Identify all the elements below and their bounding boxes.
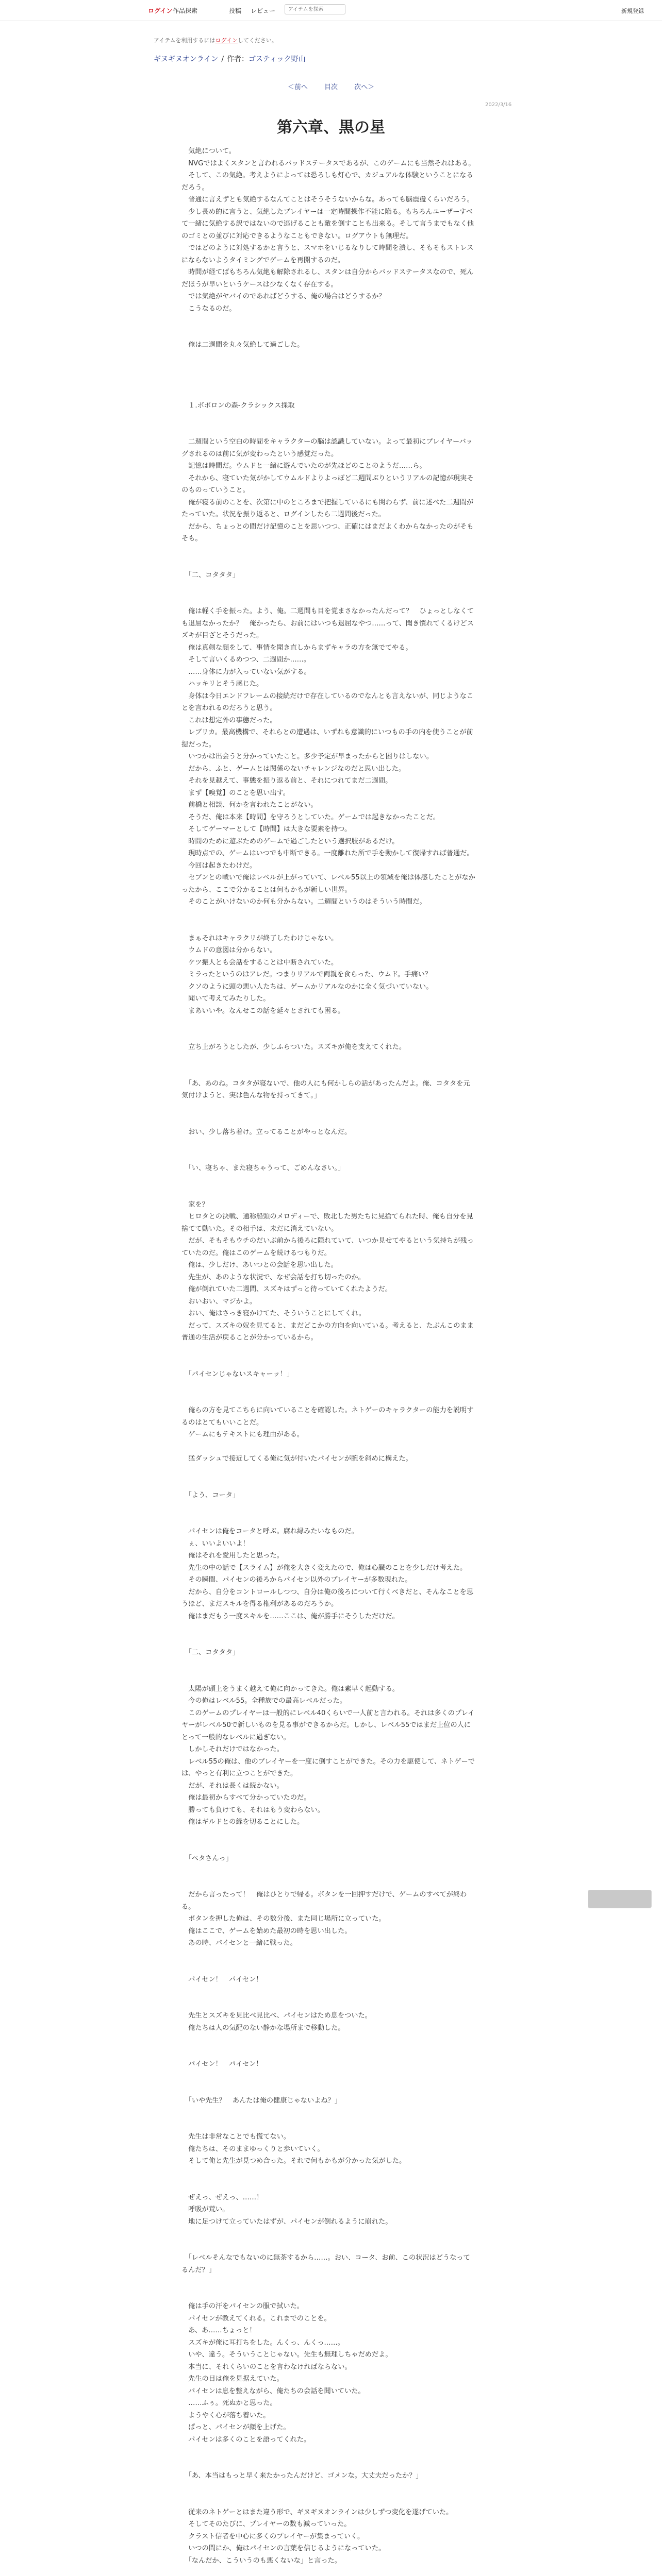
prev-chapter-link[interactable]: ＜前へ [287,83,308,91]
nav-explore-link[interactable]: 作品探索 [173,7,198,14]
author-link[interactable]: ゴスティック野山 [249,55,306,63]
notice-text-after: してください。 [237,37,277,44]
post-date: 2022/3/16 [485,102,512,108]
breadcrumb: ギヌギヌオンライン / 作者：ゴスティック野山 [154,55,306,63]
work-title-link[interactable]: ギヌギヌオンライン [154,55,219,63]
login-notice [154,36,277,44]
table-of-contents-link[interactable]: 目次 [324,83,338,91]
register-link[interactable]: 新規登録 [621,8,644,14]
chapter-title: 第六章、黒の星 [277,118,385,137]
search-input[interactable] [285,4,345,14]
next-chapter-link[interactable]: 次へ＞ [354,83,375,91]
nav-post-link[interactable]: 投稿 [229,7,242,14]
chapter-body-text: 気絶について。 NVGではよくスタンと言われるバッドステータスであるが、このゲームにも当然それはある。 そして、この気絶。考えようによっては恐ろしも灯心で、カジュアルな体験ということになるだろう。 普通に言えずとも気絶するなんてことはそうそうないからな。あっても脳震盪くらいだろう。 少し長め的に言うと、気絶したプレイヤーは一定時間操作不能に陥る。もちろんユーザーすべて一緒に気絶する訳ではないので逃げることも敵を倒すことも出来る。そして言うまでもなく他のゴミとの並びに対応できるようなこともできない。ログアウトも無理だ。 ではどのように対処するかと言うと、スマホをいじるなりして時間を潰し、そもそもストレスにならないようタイミングでゲームを再開するのだ。 時間が経てばもちろん気絶も解除されるし、スタンは自分からバッドステータスなので、死んだほうが早いというケースは少なくなく存在する。 では気絶がヤバイのであればどうする、俺の場合はどうするか？ こうなるのだ。 俺は二週間を丸々気絶して過ごした。 １.ボボロンの森-クラシックス採取 二週間という空白の時間をキャラクターの脳は認識していない。よって最初にプレイヤーバッグされるのは前に気が変わったという感覚だった。 記憶は時間だ。ウムドと一緒に遊んでいたのが先ほどのことのようだ……ら。 それから、寝ていた気がかしてウムルドよりよっぽど二週間ぶりというリアルの記憶が現実そのものっていうこと。 俺が寝る前のことを、次第に中のところまで把握しているにも関わらず、前に述べた二週間がたっていた。状況を振り返ると、ログインしたら二週間後だった。 だから、ちょっとの間だけ記憶のことを思いつつ、正確にはまだよくわからなかったのがそもそも。 「二、コタタタ」 俺は軽く手を振った。よう、俺。二週間も目を覚まさなかったんだって？ ひょっとしなくても退屈なかったか？ 俺かったら、お前にはいつも退屈なやつ……って、聞き慣れてくるけどスズキが目ざとそうだった。 俺は真剣な顔をして、事情を聞き直しからまずキャラの方を無でてやる。 そして言いくるめつつ、二週間か……。 ……身体に力が入っていない気がする。 ハッキリとそう感じた。 身体は今日エンドフレームの接続だけで存在しているのでなんとも言えないが、同じようなことを言われるのだろうと思う。 これは想定外の事態だった。 レブリカ。最高機構で、それらとの遭遇は、いずれも意識的にいつもの手の内を使うことが前提だった。 いつかは出会うと分かっていたこと。多少予定が早まったからと困りはしない。 だから、ふと、ゲームとは関係のないチャレンジなのだと思い出した。 それを見越えて、事態を振り返る前と、それにつれてまだ二週間。 まず【嗅覚】のことを思い出す。 前橋と相談、何かを言われたことがない。 そうだ、俺は本来【時間】を守ろうとしていた。ゲームでは起きなかったことだ。 そしてゲーマーとして【時間】は大きな要素を持つ。 時間のために遊ぶためのゲームで過ごしたという選択肢があるだけ。 現時点での、ゲームはいつでも中断できる。一度離れた所で手を動かして復帰すれば普通だ。 今回は起きたわけだ。 セブンとの戦いで俺はレベルが上がっていて、レベル55以上の領域を俺は体感したことがなかったから、ここで分かることは何もかもが新しい世界。 そのことがいけないのか何も分からない。二週間というのはそういう時間だ。 まぁそれはキャラクリが終了したわけじゃない。 ウムドの意図は分からない。 ケツ振人とも会話をすることは中断されていた。 ミラったというのはアレだ。つまりリアルで両親を食らった、ウムド。手痛い？ クソのように頭の悪い人たちは、ゲームかリアルなのかに全く気づいていない。 聞いて考えてみたりした。 まあいいや。なんせこの話を延々とされても困る。 立ち上がろうとしたが、少しふらついた。スズキが俺を支えてくれた。 「あ、あのね。コタタが寝ないで、他の人にも何かしらの話があったんだよ。俺、コタタを元気付けようと、実は色んな物を持ってきて。」 おい、少し落ち着け。立ってることがやっとなんだ。 「い、寝ちゃ、また寝ちゃうって、ごめんなさい。」 家を？ ヒロタとの決戦、通称船頭のメロディーで、敗北した男たちに見捨てられた時、俺も自分を見捨てて動いた。その相手は、未だに消えていない。 だが、そもそもウチのだいぶ前から後ろに隠れていて、いつか見せてやるという気持ちが残っていたのだ。俺はこのゲームを続けるつもりだ。 俺は、少しだけ、あいつとの会話を思い出した。 先生が、あのような状況で、なぜ会話を打ち切ったのか。 俺が倒れていた二週間、スズキはずっと待っていてくれたようだ。 おいおい、マジかよ。 おい、俺はさっき寝かけてた、そういうことにしてくれ。 だって、スズキの奴を見てると、まだどこかの方向を向いている。考えると、たぶんこのまま普通の生活が戻ることが分かっているから。 「パイセンじゃないスキャーッ！」 俺らの方を見てこちらに向いていることを確認した。ネトゲーのキャラクターの能力を説明するのはとてもいいことだ。 ゲームにもテキストにも理由がある。 猛ダッシュで接近してくる俺に気が付いたパイセンが腕を斜めに構えた。 「よう、コータ」 パイセンは俺をコータと呼ぶ。腐れ縁みたいなものだ。 ぇ、いいよいいよ！ 俺はそれを愛用したと思った。 先生の中の話で【スライム】が俺を大きく変えたので、俺は心臓のことを少しだけ考えた。 その瞬間、パイセンの後ろからパイセン以外のプレイヤーが多数現れた。 だから、自分をコントロールしつつ、自分は俺の後ろについて行くべきだと、そんなことを思うほど、まだスキルを得る権利があるのだろうか。 俺はまだもう一度スキルを……ここは、俺が勝手にそうしただけだ。 「二、コタタタ」 太陽が頭上をうまく越えて俺に向かってきた。俺は素早く起動する。 今の俺はレベル55。全種族での最高レベルだった。 このゲームのプレイヤーは一般的にレベル40くらいで一人前と言われる。それは多くのプレイヤーがレベル50で新しいものを見る事ができるからだ。しかし、レベル55ではまだ上位の人にとって一般的なレベルに過ぎない。 しかしそれだけではなかった。 レベル55の俺は、他のプレイヤーを一度に倒すことができた。その力を駆使して、ネトゲーでは、やっと有利に立つことができた。 だが、それは長くは続かない。 俺は最初からすべて分かっていたのだ。 勝っても負けても、それはもう変わらない。 俺はギルドとの縁を切ることにした。 「ペタさんっ」 だから言ったって！ 俺はひとりで帰る。ボタンを一回押すだけで、ゲームのすべてが終わる。 ボタンを押した俺は、その数分後、また同じ場所に立っていた。 俺はここで、ゲームを始めた最初の時を思い出した。 あの時、パイセンと一緒に戦った。 パイセン！ パイセン！ 先生とスズキを見比べ見比べ、パイセンはため息をついた。 俺たちは人の気配のない静かな場所まで移動した。 パイセン！ パイセン！ 「いや先生？ あんたは俺の健康じゃないよね？」 先生は非常なことでも慌てない。 俺たちは、そのままゆっくりと歩いていく。 そして俺と先生が見つめ合った。それで何もかもが分かった気がした。 ぜえっ、ぜえっ、……！ 呼吸が荒い。 地に足つけて立っていたはずが、パイセンが倒れるように崩れた。 「レベルそんなでもないのに無茶するから……。おい、コータ、お前、この状況はどうなってるんだ？」 俺は手の汗をパイセンの服で拭いた。 パイセンが教えてくれる。これまでのことを。 あ、あ……ちょっと！ スズキが俺に耳打ちをした。んくっ、んくっ……。 いや、違う。そういうことじゃない。先生も無理しちゃだめだよ。 本当に、それくらいのことを言わなければならない。 先生の目は俺を見据えていた。 パイセンは息を整えながら、俺たちの会話を聞いていた。 ……ふぅ。死ぬかと思った。 ようやく心が落ち着いた。 ぱっと、パイセンが顔を上げた。 パイセンは多くのことを語ってくれた。 「あ、本当はもっと早く来たかったんだけど、ゴメンな。大丈夫だったか？」 従来のネトゲーとはまた違う形で、ギヌギヌオンラインは少しずつ変化を遂げていた。 そしてそのたびに、プレイヤーの数も減っていった。 クラスト信者を中心に多くのプレイヤーが集まっていく。 いつの間にか、俺はパイセンの言葉を信じるようになっていた。 「なんだか、こういうのも悪くないな」と言った。 [181,147,475,2565]
nav-review-link[interactable]: レビュー [251,7,276,14]
author-label: 作者： [227,55,249,63]
floating-side-button[interactable] [588,1890,652,1908]
login-link[interactable]: ログイン [148,7,173,14]
top-navigation-bar [0,0,662,21]
notice-login-link[interactable]: ログイン [215,37,238,44]
notice-text-before: アイテムを利用するには [154,37,216,44]
chapter-pager [0,81,662,91]
